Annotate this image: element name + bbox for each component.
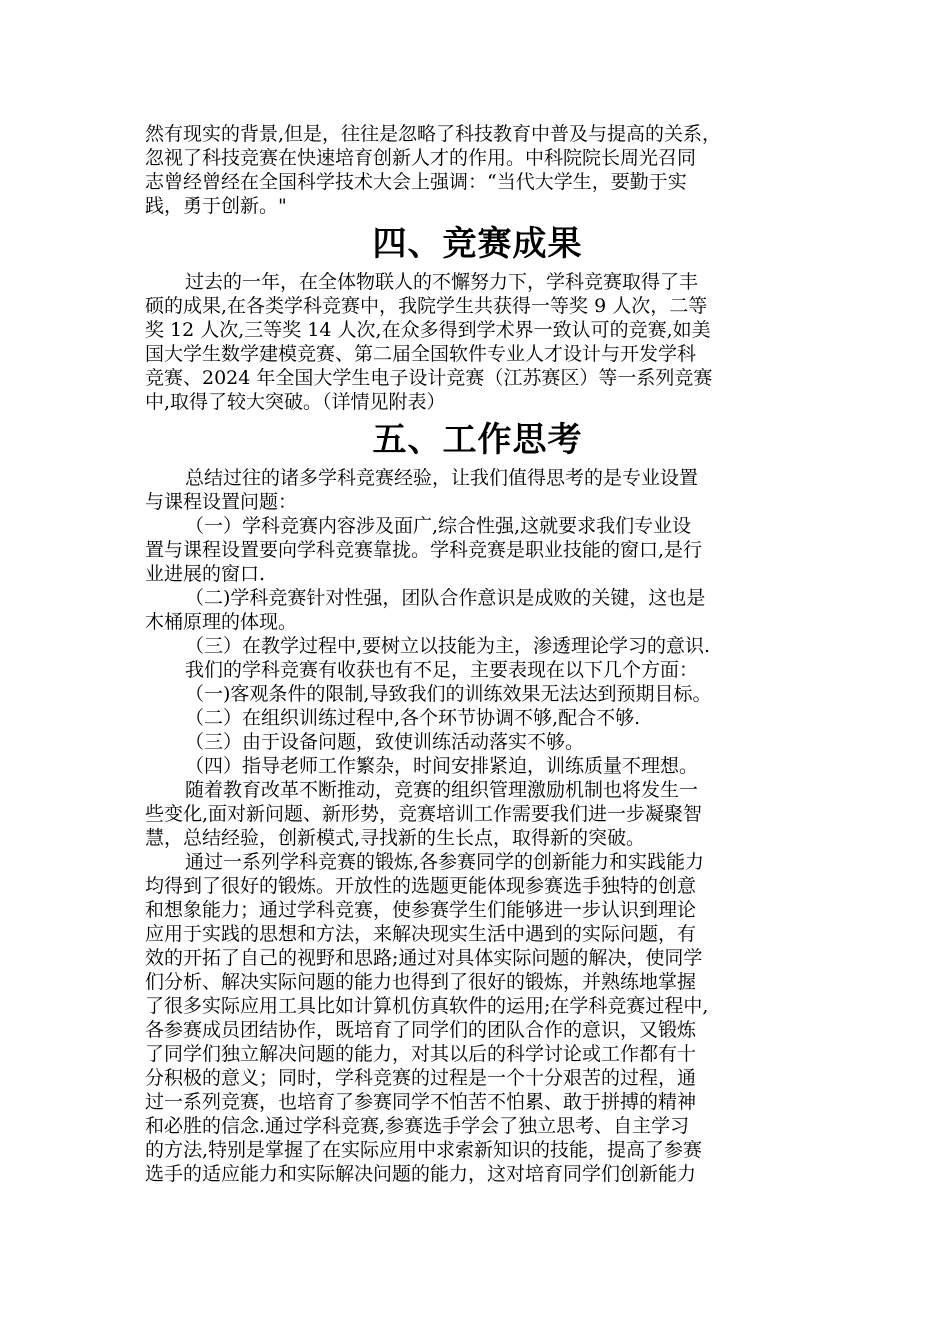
text-line: 业进展的窗口.	[145, 563, 266, 585]
text-line: 和想象能力；通过学科竞赛，使参赛学生们能够进一步认识到理论	[145, 899, 697, 921]
section-heading-results: 四、竞赛成果	[372, 224, 583, 264]
section-heading-reflection: 五、工作思考	[372, 420, 583, 460]
text-line: 了很多实际应用工具比如计算机仿真软件的运用;在学科竞赛过程中,	[145, 995, 709, 1017]
text-line: 践，勇于创新。"	[145, 195, 287, 217]
text-line: 置与课程设置要向学科竞赛靠拢。学科竞赛是职业技能的窗口,是行	[145, 539, 703, 561]
text-line: 均得到了很好的锻炼。开放性的选题更能体现参赛选手独特的创意	[145, 875, 697, 897]
text-line: 们分析、解决实际问题的能力也得到了很好的锻炼，并熟练地掌握	[145, 971, 697, 993]
text-line: 总结过往的诸多学科竞赛经验，让我们值得思考的是专业设置	[185, 467, 699, 489]
text-line: 效的开拓了自己的视野和思路;通过对具体实际问题的解决，使同学	[145, 947, 703, 969]
text-line: 奖 12 人次,三等奖 14 人次,在众多得到学术界一致认可的竞赛,如美	[145, 319, 711, 341]
text-line: （一)客观条件的限制,导致我们的训练效果无法达到预期目标。	[185, 683, 712, 705]
intro-paragraph	[145, 122, 810, 218]
text-line: 木桶原理的体现。	[145, 611, 298, 633]
text-line: 与课程设置问题：	[145, 491, 298, 513]
text-line: 国大学生数学建模竞赛、第二届全国软件专业人才设计与开发学科	[145, 343, 697, 365]
text-line: 过去的一年，在全体物联人的不懈努力下，学科竞赛取得了丰	[185, 271, 699, 293]
text-line: 志曾经曾经在全国科学技术大会上强调：“当代大学生，要勤于实	[145, 171, 687, 193]
text-line: 慧，总结经验，创新模式,寻找新的生长点，取得新的突破。	[145, 827, 646, 849]
text-line: 了同学们独立解决问题的能力，对其以后的科学讨论或工作都有十	[145, 1043, 697, 1065]
text-line: 些变化,面对新问题、新形势，竞赛培训工作需要我们进一步凝聚智	[145, 803, 703, 825]
text-line: 应用于实践的思想和方法，来解决现实生活中遇到的实际问题，有	[145, 923, 697, 945]
reflection-body	[145, 466, 810, 1186]
text-line: 硕的成果,在各类学科竞赛中，我院学生共获得一等奖 9 人次，二等	[145, 295, 708, 317]
text-line: 随着教育改革不断推动，竞赛的组织管理激励机制也将发生一	[185, 779, 699, 801]
text-line: 中,取得了较大突破。（详情见附表）	[145, 391, 446, 413]
text-line: 和必胜的信念.通过学科竞赛,参赛选手学会了独立思考、自主学习	[145, 1115, 690, 1137]
text-line: （四）指导老师工作繁杂，时间安排紧迫，训练质量不理想。	[185, 755, 699, 777]
text-line: 各参赛成员团结协作，既培育了同学们的团队合作的意识，又锻炼	[145, 1019, 697, 1041]
text-line: （一）学科竞赛内容涉及面广,综合性强,这就要求我们专业设	[185, 515, 692, 537]
text-line: （三）由于设备问题，致使训练活动落实不够。	[185, 731, 585, 753]
results-paragraph	[145, 270, 810, 414]
text-line: （二）在组织训练过程中,各个环节协调不够,配合不够.	[185, 707, 641, 729]
text-line: （二)学科竞赛针对性强，团队合作意识是成败的关键，这也是	[185, 587, 706, 609]
text-line: 我们的学科竞赛有收获也有不足，主要表现在以下几个方面：	[185, 659, 699, 681]
text-line: 选手的适应能力和实际解决问题的能力，这对培育同学们创新能力	[145, 1163, 697, 1185]
text-line: 分积极的意义；同时，学科竞赛的过程是一个十分艰苦的过程，通	[145, 1067, 697, 1089]
text-line: 过一系列竞赛，也培育了参赛同学不怕苦不怕累、敢于拼搏的精神	[145, 1091, 697, 1113]
text-line: 竞赛、2024 年全国大学生电子设计竞赛（江苏赛区）等一系列竞赛	[145, 367, 713, 389]
text-line: 忽视了科技竞赛在快速培育创新人才的作用。中科院院长周光召同	[145, 147, 697, 169]
document-body	[145, 122, 810, 1186]
text-line: 通过一系列学科竞赛的锻炼,各参赛同学的创新能力和实践能力	[185, 851, 705, 873]
text-line: （三）在教学过程中,要树立以技能为主，渗透理论学习的意识.	[185, 635, 711, 657]
text-line: 然有现实的背景,但是，往往是忽略了科技教育中普及与提高的关系，	[145, 123, 722, 145]
text-line: 的方法,特别是掌握了在实际应用中求索新知识的技能，提高了参赛	[145, 1139, 703, 1161]
